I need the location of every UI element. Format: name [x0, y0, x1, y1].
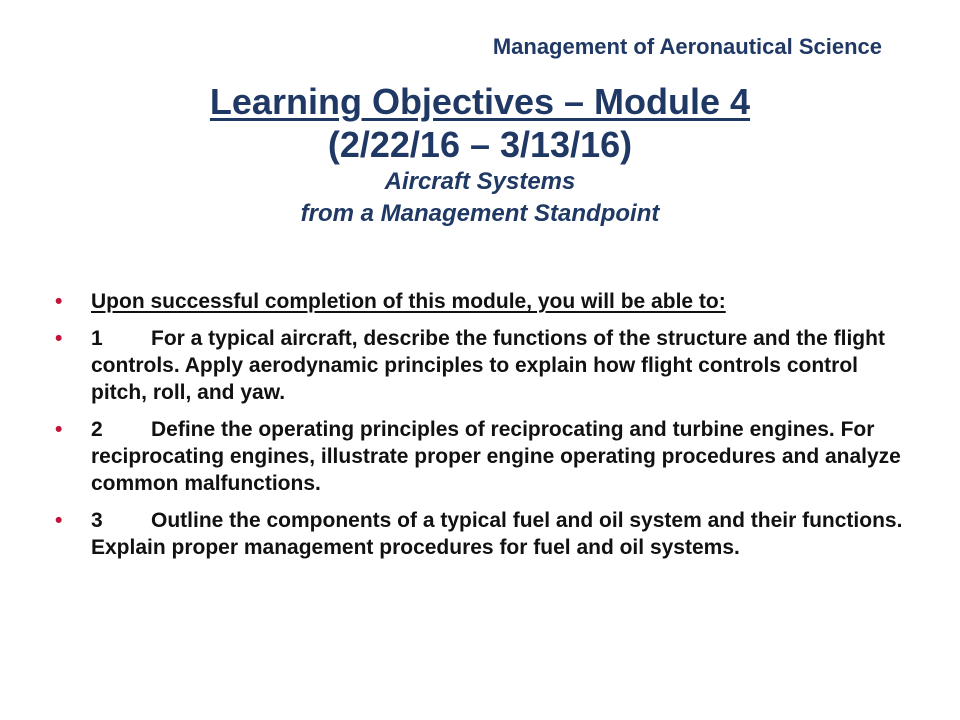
- course-title: Management of Aeronautical Science: [492, 34, 882, 59]
- objective-text: For a typical aircraft, describe the functions of the structure and the flight controls. Apply aerodynamic principles to explain how flight controls control pitch, roll, and yaw.: [91, 327, 885, 404]
- bullet-icon: •: [55, 509, 63, 532]
- bullet-icon: •: [55, 418, 63, 441]
- list-item-objective-1: [55, 325, 915, 406]
- subtitle-line-1: Aircraft Systems: [384, 168, 576, 195]
- list-item-objective-2: [55, 416, 915, 497]
- bullet-icon: •: [55, 290, 63, 313]
- objective-text: Outline the components of a typical fuel and oil system and their functions. Explain proper management procedures for fuel and oil systems.: [91, 509, 903, 559]
- objective-text: Define the operating principles of reciprocating and turbine engines. For reciprocating engines, illustrate proper engine operating procedures and analyze common malfunctions.: [91, 418, 901, 495]
- intro-text: Upon successful completion of this module, you will be able to:: [91, 290, 726, 313]
- title-block: [0, 80, 960, 230]
- page-title: Learning Objectives – Module 4: [209, 81, 751, 122]
- subtitle-line-2: from a Management Standpoint: [300, 200, 660, 227]
- bullet-icon: •: [55, 327, 63, 350]
- list-item-objective-3: [55, 507, 915, 561]
- module-dates: (2/22/16 – 3/13/16): [327, 124, 633, 165]
- list-item-intro: [55, 288, 915, 315]
- objective-number: 3: [91, 509, 103, 532]
- objective-number: 1: [91, 327, 103, 350]
- objectives-list: [55, 288, 915, 571]
- objective-number: 2: [91, 418, 103, 441]
